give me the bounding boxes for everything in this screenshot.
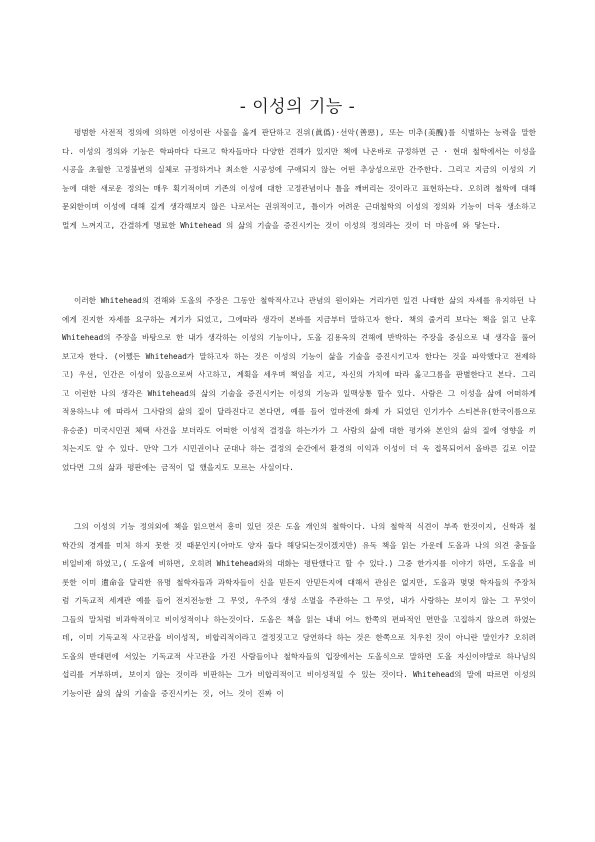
document-title: - 이성의 기능 - xyxy=(239,97,356,117)
body-paragraph-3: 그의 이성의 기능 정의외에 책을 읽으면서 흥미 있던 것은 도올 개인의 철학이다. 나의 철학적 식견이 부족 한것이지, 신학과 철학간의 경계를 미처 하지 못한 것 때문인지(아마도 양자 둘다 해당되는것이겠지만) 유독 책을 읽는 가운데 도올과 나의 의견 충돌을 비일비재 하였고,( 도올에 비하면, 오히려 Whitehead와의 대화는 평탄했다고 할 수 있다.) 그중 한가지를 이야기 하면, 도올을 비롯한 이미 遺命을 달리한 유명 철학자들과 과학자들이 신을 믿든지 안믿든지에 대해서 관심은 없지만, 도올과 몇몇 학자들의 주장처럼 기독교적 세계관 예를 들어 전지전능한 그 무엇, 우주의 생성 소멸을 주관하는 그 무엇, 내가 사랑하는 보이지 않는 그 무엇이 그들의 말처럼 비과학적이고 비이성적이나 하는것이다. 도올은 책을 읽는 내내 어느 한쪽의 편파적인 면만을 고집하지 않으려 하였는데, 이미 기독교적 사고관을 비이성적, 비합리적이라고 결정짓고고 당연하다 하는 것은 한쪽으로 치우친 것이 아니란 말인가? 오히려 도올의 반대편에 서있는 기독교적 사고관을 가진 사람들이나 철학자들의 입장에서는 도올식으로 말하면 도올 자신이야말로 하나님의 섭리를 거부하며, 보이지 않는 것이라 비판하는 그가 비합리적이고 비이성적일 수 있는 것이다. Whitehead의 말에 따르면 이성의 기능이란 삶의 삶의 기술을 증진시키는 것, 어느 것이 진짜 이 xyxy=(62,522,536,698)
body-paragraph-2: 이러한 Whitehead의 견해와 도올의 주장은 그동안 철학적사고나 관념의 원이와는 거리가먼 일견 나태한 삶의 자세를 유지하던 나에게 진지한 자세를 요구하는 계기가 되었고, 그에따라 생각이 본바를 지금부터 말하고자 한다. 책의 줄거리 보다는 책을 읽고 난후 Whitehead의 주장을 바탕으로 한 내가 생각하는 이성의 기능이나, 도올 김용옥의 견해에 반박하는 주장을 중심으로 내 생각을 풀어보고자 한다. (어쨌든 Whitehead가 말하고자 하는 것은 이성의 기능이 삶을 기술을 증진시키고자 한다는 것을 파악했다고 전제하고) 우선, 인간은 이성이 있음으로써 사고하고, 계획을 세우며 책임을 지고, 자신의 가치에 따라 옳고그름을 판별한다고 본다. 그리고 이런한 나의 생각은 Whitehead의 삶의 기술을 증진시키는 이성의 기능과 일맥상통 할수 있다. 사람은 그 이성을 삶에 어떠하게 적용하느냐 에 따라서 그사람의 삶의 질이 달라진다고 본다면, 예를 들어 얼마전에 화제 가 되었던 인기가수 스티븐유(한국이름으로 유승준) 미국시민권 체택 사건을 보더라도 어떠한 이성적 결정을 하는가가 그 사람의 삶에 대한 평가와 본인의 삶의 질에 영향을 끼치는지도 알 수 있다. 만약 그가 시민권이나 군대나 하는 결정의 순간에서 환경의 이익과 이성이 더 욱 접목되어서 올바른 길로 이끌었다면 그의 삶과 평판에는 금적이 덜 했을지도 모르는 사실이다. xyxy=(62,296,536,472)
body-paragraph-1: 평범한 사전적 정의에 의하면 이성이란 사물을 옳게 판단하고 진위(眞僞)·선악(善惡), 또는 미추(美醜)를 식별하는 능력을 말한다. 이성의 정의와 기능은 학파마다 다르고 학자들마다 다양한 견해가 있지만 책에 나온바로 규정하면 근 · 현대 철학에서는 이성을 시공을 초월한 고정불변의 실체로 규정하거나 최소한 시공성에 구애되지 않는 어떤 추상성으로만 간주한다. 그리고 지금의 이성의 기능에 대한 새로운 정의는 매우 획기적이며 기존의 이성에 대한 고정관념이나 틀을 깨버리는 것이라고 표현하는다. 오히려 철학에 대해 문외한이며 이성에 대해 깊게 생각해보지 않은 나로서는 권위적이고, 틀이가 어려운 근대철학의 이성의 정의와 기능이 더욱 생소하고 멀게 느껴지고, 간결하게 명료한 Whitehead 의 삶의 기술을 증진시키는 것이 이성의 정의라는 것이 더 마음에 와 닿는다. xyxy=(62,128,536,230)
